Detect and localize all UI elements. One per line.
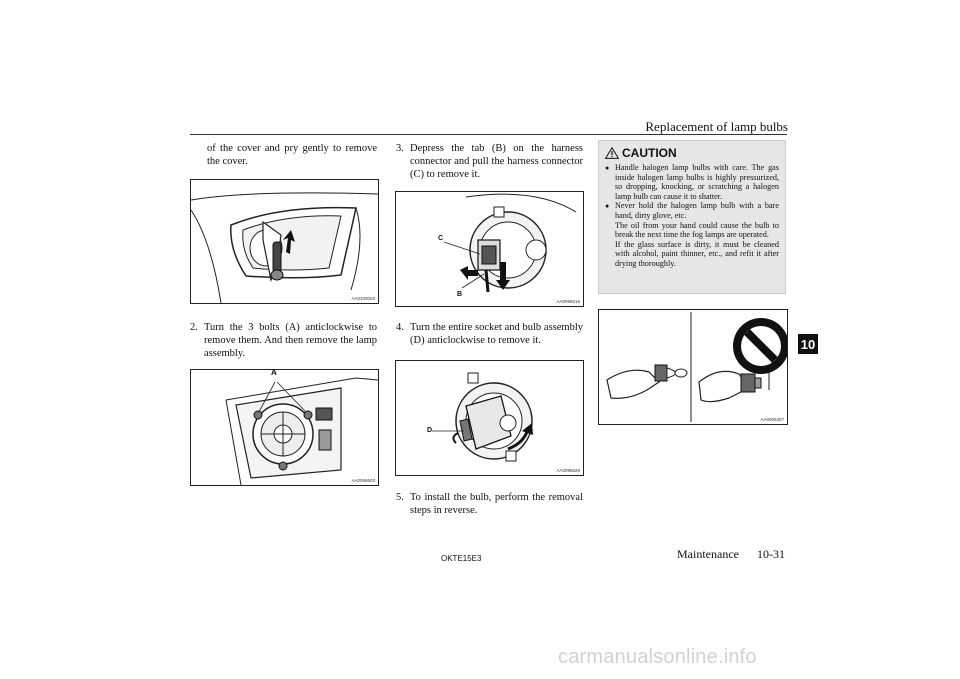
step-number: 2. [190, 322, 198, 333]
bullet-line: If the glass surface is dirty, it must be cleaned with alcohol, paint thinner, etc., and refit it after drying thoroughly. [615, 239, 779, 268]
caution-bullet-1 [605, 163, 779, 201]
footer-section: Maintenance [677, 547, 739, 561]
col1-intro: of the cover and pry gently to remove the cover. [207, 143, 377, 167]
chapter-tab: 10 [798, 334, 818, 354]
caution-heading [605, 146, 779, 160]
step-number: 4. [396, 322, 404, 333]
callout-label-b: B [457, 291, 463, 298]
warning-triangle-icon [605, 147, 619, 159]
step-text: To install the bulb, perform the removal steps in reverse. [410, 492, 583, 516]
figure-socket-assembly [395, 360, 584, 476]
bulb-handling-illustration [599, 310, 787, 424]
bullet-icon: ● [605, 164, 610, 172]
figure-code: AA0096603 [351, 478, 375, 483]
figure-bulb-handling [598, 309, 788, 425]
step-2 [190, 321, 377, 360]
callout-label-c: C [438, 235, 444, 242]
harness-connector-illustration [396, 192, 583, 306]
running-header: Replacement of lamp bulbs [645, 119, 788, 134]
bullet-icon: ● [605, 202, 610, 211]
step-number: 3. [396, 143, 404, 154]
callout-label-d: D [427, 427, 433, 434]
lamp-bolts-illustration [191, 370, 378, 485]
bullet-line: The oil from your hand could cause the bulb to break the next time the fog lamps are operated. [615, 220, 779, 240]
caution-title: CAUTION [622, 146, 677, 160]
figure-code: AA0096629 [556, 468, 580, 473]
figure-lamp-bolts [190, 369, 379, 486]
cover-removal-illustration [191, 180, 378, 303]
step-number: 5. [396, 492, 404, 503]
caution-bullet-2 [605, 201, 779, 268]
bullet-text: Handle halogen lamp bulbs with care. The gas inside halogen lamp bulbs is highly pressurized, so dropping, knocking, or scratching a halogen lamp bulb can cause it to shatter. [615, 163, 779, 201]
page-number: 10-31 [757, 547, 785, 561]
figure-code: AA0096616 [556, 299, 580, 304]
step-5 [396, 491, 583, 517]
figure-harness-connector [395, 191, 584, 307]
watermark: carmanualsonline.info [558, 646, 757, 668]
figure-code: AA0100003 [351, 296, 375, 301]
header-rule [190, 134, 787, 135]
footer-code: OKTE15E3 [441, 554, 482, 563]
callout-label-a: A [271, 369, 277, 377]
bullet-text [615, 201, 779, 268]
figure-code: AA0005407 [760, 417, 784, 422]
step-text: Turn the entire socket and bulb assembly (D) anticlockwise to remove it. [410, 322, 583, 346]
step-text: Turn the 3 bolts (A) anticlockwise to remove them. And then remove the lamp assembly. [204, 322, 377, 359]
step-4 [396, 321, 583, 347]
figure-cover-removal [190, 179, 379, 304]
step-text: Depress the tab (B) on the harness connector and pull the harness connector (C) to remove it. [410, 143, 583, 180]
step-3 [396, 142, 583, 181]
bullet-line: Never hold the halogen lamp bulb with a bare hand, dirty glove, etc. [615, 201, 779, 220]
caution-box [598, 140, 786, 294]
socket-assembly-illustration [396, 361, 583, 475]
